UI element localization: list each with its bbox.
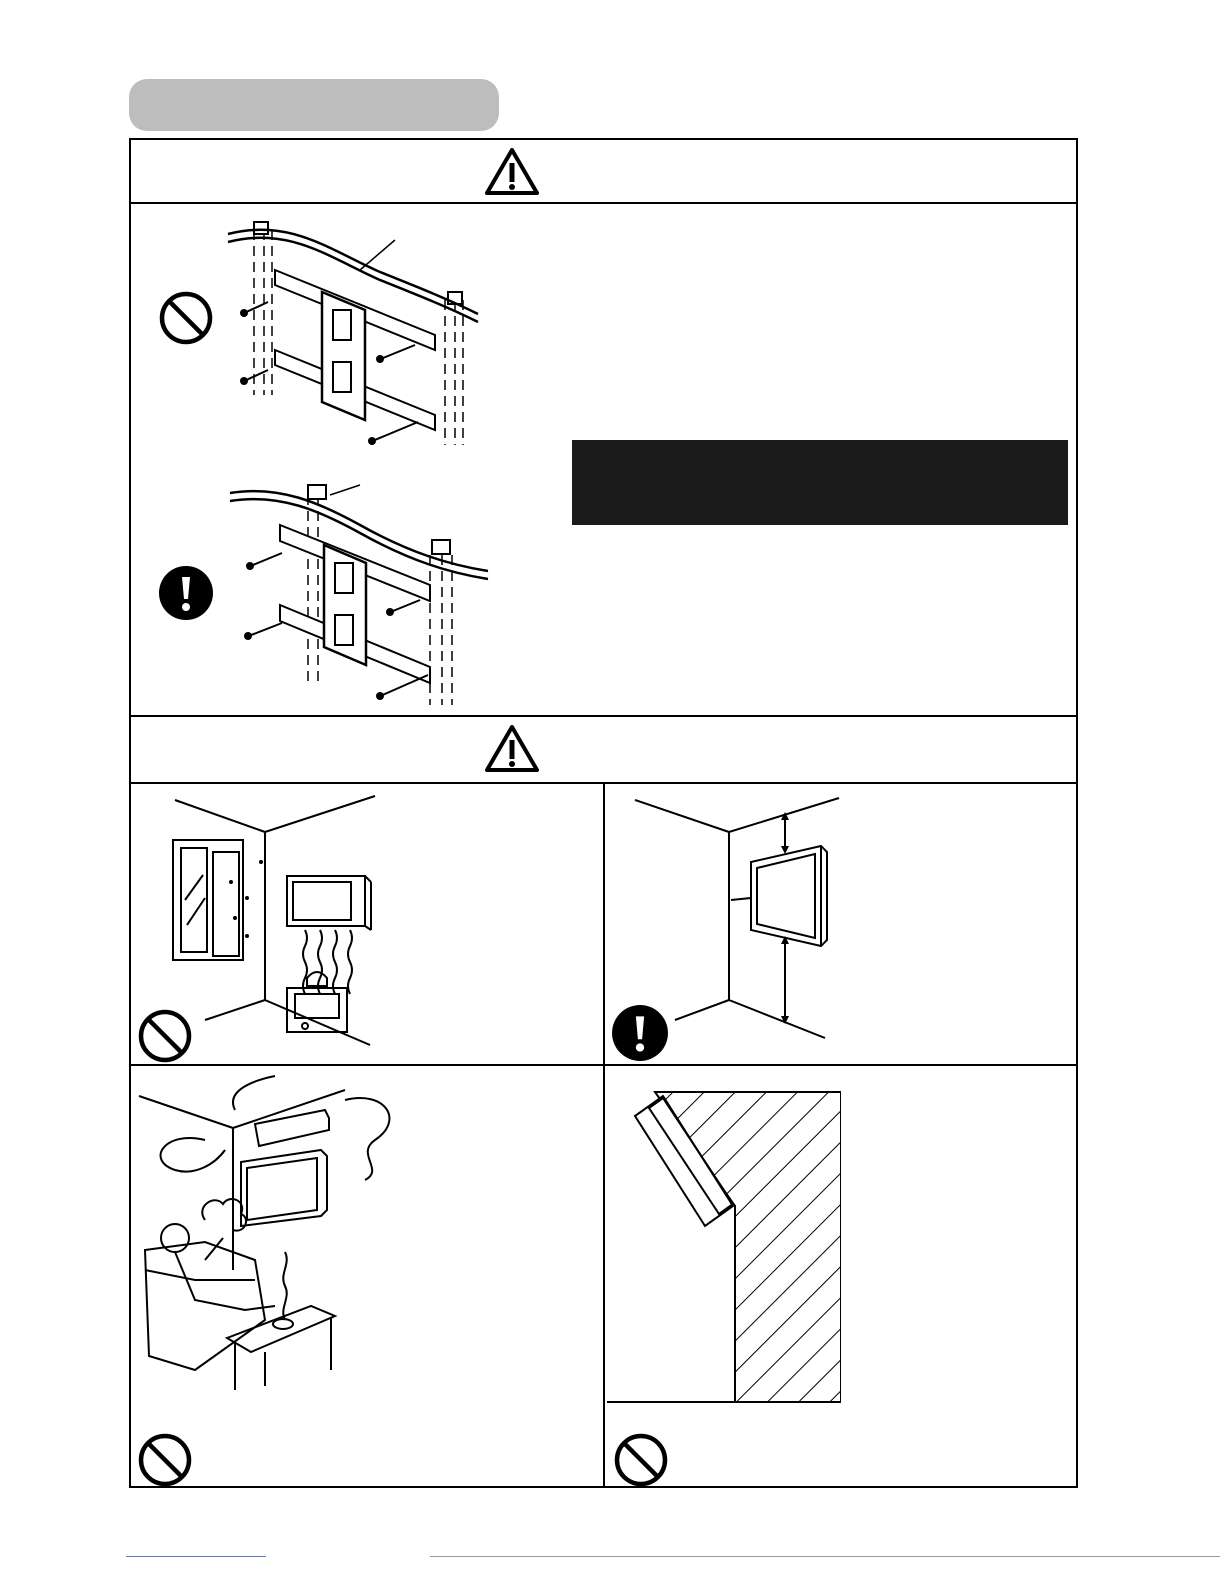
divider (129, 202, 1078, 204)
warning-triangle-icon (484, 724, 540, 774)
prohibited-icon (158, 290, 214, 346)
wall-bracket-wrong-illustration (220, 210, 500, 450)
wall-bracket-correct-illustration (220, 475, 500, 715)
smoke-dust-illustration (135, 1070, 595, 1410)
warning-triangle-icon (484, 147, 540, 197)
prohibited-icon (137, 1432, 193, 1488)
slanted-wall-illustration (605, 1066, 1078, 1416)
footer-rule (430, 1556, 1220, 1557)
footer-rule (126, 1556, 266, 1557)
divider (129, 715, 1078, 717)
prohibited-icon (613, 1432, 669, 1488)
prohibited-icon (137, 1008, 193, 1064)
mandatory-icon (611, 1004, 669, 1062)
clearance-illustration (615, 790, 1075, 1060)
section-title-pill (129, 79, 499, 131)
mandatory-icon (158, 565, 214, 621)
humid-heat-illustration (135, 790, 595, 1060)
notice-box (572, 440, 1068, 525)
